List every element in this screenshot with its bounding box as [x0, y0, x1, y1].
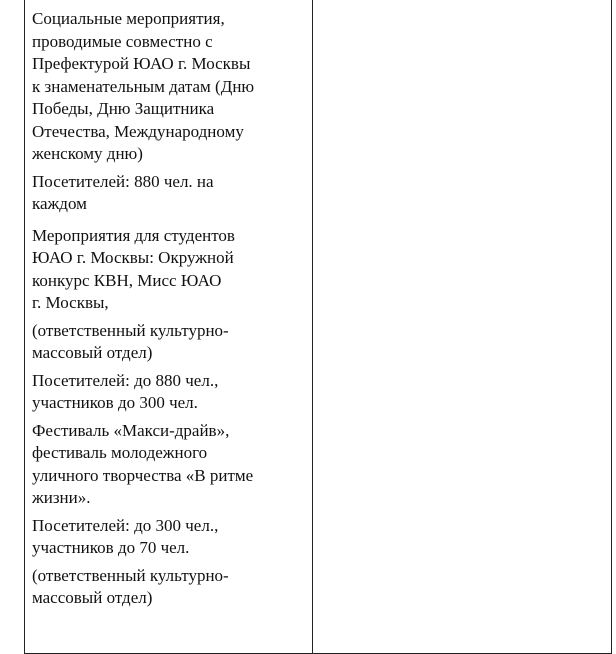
- events-description-cell: [25, 0, 313, 654]
- cell-content: [25, 0, 312, 610]
- festival-paragraph: Фестиваль «Макси-драйв», фестиваль молодежного уличного творчества «В ритме жизни».: [32, 420, 254, 507]
- responsible-dept-paragraph-2: (ответственный культурно- массовый отдел): [32, 565, 229, 607]
- responsible-dept-paragraph: (ответственный культурно- массовый отдел): [32, 320, 229, 362]
- student-events-paragraph: Мероприятия для студентов ЮАО г. Москвы: Окружной конкурс КВН, Мисс ЮАО г. Москвы,: [32, 225, 235, 312]
- social-events-paragraph: Социальные мероприятия, проводимые совместно с Префектурой ЮАО г. Москвы к знаменательным датам (Дню Победы, Дню Защитника Отечества, Международному женскому дню): [32, 9, 255, 163]
- visitors-count-paragraph: Посетителей: 880 чел. на каждом: [32, 171, 214, 213]
- events-table: [24, 0, 612, 654]
- empty-right-cell: [313, 0, 612, 654]
- visitors-participants-paragraph: Посетителей: до 880 чел., участников до 300 чел.: [32, 370, 219, 412]
- table-row: [25, 0, 612, 654]
- festival-visitors-paragraph: Посетителей: до 300 чел., участников до 70 чел.: [32, 515, 219, 557]
